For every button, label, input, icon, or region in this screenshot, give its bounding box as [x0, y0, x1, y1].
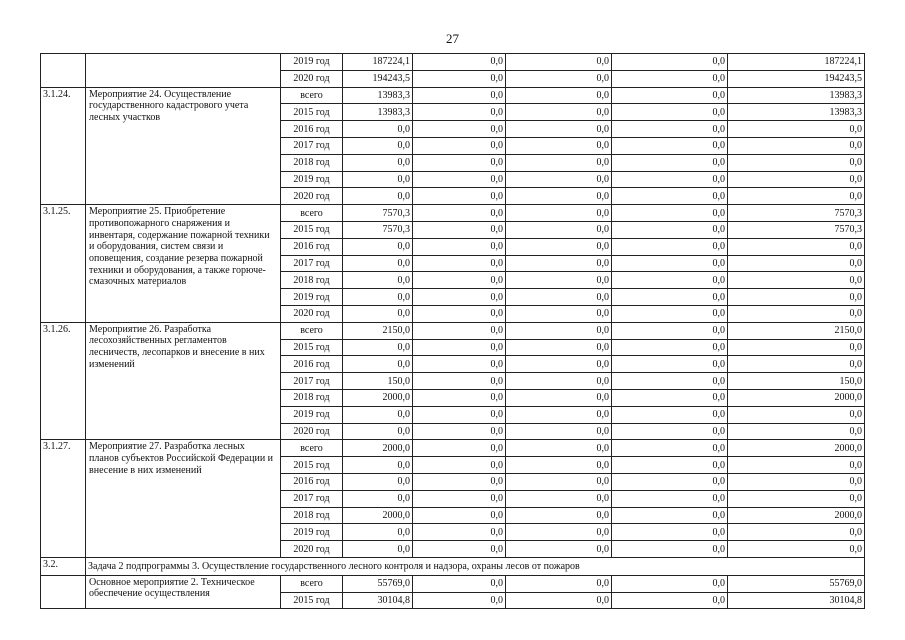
value-cell: 0,0: [506, 373, 612, 390]
sum-cell: 13983,3: [728, 104, 865, 121]
year-cell: 2016 год: [281, 121, 343, 138]
activity-name: Мероприятие 26. Разработка лесохозяйственных регламентов лесничеств, лесопарков и внесение в них изменений: [86, 322, 281, 440]
activity-name: Мероприятие 27. Разработка лесных планов субъектов Российской Федерации и внесение в них изменений: [86, 440, 281, 558]
value-cell: 0,0: [506, 356, 612, 373]
year-cell: 2020 год: [281, 541, 343, 558]
value-cell: 0,0: [612, 541, 728, 558]
value-cell: 0,0: [506, 238, 612, 255]
sum-cell: 2150,0: [728, 322, 865, 339]
value-cell: 0,0: [506, 104, 612, 121]
sum-cell: 187224,1: [728, 54, 865, 71]
value-cell: 0,0: [612, 322, 728, 339]
value-cell: 0,0: [506, 188, 612, 205]
year-cell: 2016 год: [281, 473, 343, 490]
year-cell: 2019 год: [281, 289, 343, 306]
value-cell: 0,0: [413, 389, 506, 406]
total-cell: 0,0: [343, 255, 413, 272]
value-cell: 0,0: [413, 121, 506, 138]
value-cell: 0,0: [612, 575, 728, 592]
value-cell: 0,0: [413, 541, 506, 558]
year-cell: 2019 год: [281, 406, 343, 423]
value-cell: 0,0: [413, 255, 506, 272]
sum-cell: 2000,0: [728, 389, 865, 406]
sum-cell: 0,0: [728, 473, 865, 490]
value-cell: 0,0: [506, 255, 612, 272]
sum-cell: 0,0: [728, 171, 865, 188]
budget-table: [40, 53, 865, 609]
total-cell: 0,0: [343, 272, 413, 289]
total-cell: 2000,0: [343, 507, 413, 524]
table-row: [41, 440, 865, 457]
value-cell: 0,0: [506, 423, 612, 440]
total-cell: 150,0: [343, 373, 413, 390]
sum-cell: 0,0: [728, 490, 865, 507]
value-cell: 0,0: [506, 70, 612, 87]
year-cell: 2016 год: [281, 238, 343, 255]
value-cell: 0,0: [612, 205, 728, 222]
total-cell: 0,0: [343, 121, 413, 138]
total-cell: 194243,5: [343, 70, 413, 87]
sum-cell: 0,0: [728, 154, 865, 171]
sum-cell: 0,0: [728, 305, 865, 322]
activity-code: [41, 575, 86, 609]
value-cell: 0,0: [506, 205, 612, 222]
value-cell: 0,0: [506, 305, 612, 322]
value-cell: 0,0: [413, 356, 506, 373]
value-cell: 0,0: [413, 339, 506, 356]
value-cell: 0,0: [506, 575, 612, 592]
activity-name: [86, 54, 281, 88]
value-cell: 0,0: [506, 457, 612, 474]
value-cell: 0,0: [506, 289, 612, 306]
sum-cell: 7570,3: [728, 221, 865, 238]
total-cell: 187224,1: [343, 54, 413, 71]
table-row: [41, 575, 865, 592]
value-cell: 0,0: [506, 507, 612, 524]
value-cell: 0,0: [413, 592, 506, 609]
value-cell: 0,0: [612, 238, 728, 255]
value-cell: 0,0: [612, 507, 728, 524]
total-cell: 7570,3: [343, 221, 413, 238]
activity-code: 3.1.26.: [41, 322, 86, 440]
value-cell: 0,0: [413, 423, 506, 440]
value-cell: 0,0: [612, 255, 728, 272]
year-cell: 2018 год: [281, 389, 343, 406]
sum-cell: 0,0: [728, 121, 865, 138]
sum-cell: 0,0: [728, 541, 865, 558]
value-cell: 0,0: [413, 440, 506, 457]
sum-cell: 7570,3: [728, 205, 865, 222]
activity-name: Мероприятие 24. Осуществление государственного кадастрового учета лесных участков: [86, 87, 281, 205]
value-cell: 0,0: [413, 272, 506, 289]
page-number: 27: [446, 31, 459, 46]
task-code: 3.2.: [41, 557, 86, 575]
value-cell: 0,0: [612, 272, 728, 289]
value-cell: 0,0: [506, 592, 612, 609]
total-cell: 0,0: [343, 423, 413, 440]
value-cell: 0,0: [506, 54, 612, 71]
value-cell: 0,0: [413, 322, 506, 339]
value-cell: 0,0: [506, 389, 612, 406]
sum-cell: 150,0: [728, 373, 865, 390]
total-cell: 2150,0: [343, 322, 413, 339]
value-cell: 0,0: [413, 238, 506, 255]
value-cell: 0,0: [413, 70, 506, 87]
value-cell: 0,0: [413, 473, 506, 490]
value-cell: 0,0: [612, 423, 728, 440]
total-cell: 0,0: [343, 238, 413, 255]
value-cell: 0,0: [612, 104, 728, 121]
year-cell: 2015 год: [281, 457, 343, 474]
total-cell: 0,0: [343, 490, 413, 507]
value-cell: 0,0: [413, 54, 506, 71]
total-cell: 0,0: [343, 524, 413, 541]
sum-cell: 55769,0: [728, 575, 865, 592]
sum-cell: 0,0: [728, 423, 865, 440]
value-cell: 0,0: [506, 171, 612, 188]
value-cell: 0,0: [612, 592, 728, 609]
value-cell: 0,0: [413, 457, 506, 474]
value-cell: 0,0: [612, 373, 728, 390]
value-cell: 0,0: [413, 305, 506, 322]
value-cell: 0,0: [612, 70, 728, 87]
activity-name: Мероприятие 25. Приобретение противопожарного снаряжения и инвентаря, содержание пожарной техники и оборудования, систем связи и оповещения, создание резерва пожарной техники и оборудования, а также горюче-смазочных материалов: [86, 205, 281, 323]
sum-cell: 30104,8: [728, 592, 865, 609]
activity-code: 3.1.24.: [41, 87, 86, 205]
sum-cell: 2000,0: [728, 440, 865, 457]
activity-name: Основное мероприятие 2. Техническое обеспечение осуществления: [86, 575, 281, 609]
value-cell: 0,0: [506, 524, 612, 541]
value-cell: 0,0: [612, 137, 728, 154]
year-cell: 2017 год: [281, 373, 343, 390]
value-cell: 0,0: [413, 373, 506, 390]
value-cell: 0,0: [413, 137, 506, 154]
year-cell: 2015 год: [281, 339, 343, 356]
sum-cell: 0,0: [728, 289, 865, 306]
sum-cell: 0,0: [728, 524, 865, 541]
year-cell: 2020 год: [281, 423, 343, 440]
value-cell: 0,0: [506, 473, 612, 490]
sum-cell: 0,0: [728, 188, 865, 205]
value-cell: 0,0: [612, 339, 728, 356]
year-cell: 2018 год: [281, 154, 343, 171]
table-row: [41, 205, 865, 222]
total-cell: 0,0: [343, 188, 413, 205]
year-cell: всего: [281, 87, 343, 104]
value-cell: 0,0: [612, 490, 728, 507]
value-cell: 0,0: [413, 171, 506, 188]
value-cell: 0,0: [413, 524, 506, 541]
year-cell: всего: [281, 440, 343, 457]
total-cell: 13983,3: [343, 87, 413, 104]
value-cell: 0,0: [413, 205, 506, 222]
year-cell: 2017 год: [281, 137, 343, 154]
task-row: [41, 557, 865, 575]
total-cell: 0,0: [343, 137, 413, 154]
value-cell: 0,0: [612, 305, 728, 322]
table-row: [41, 322, 865, 339]
total-cell: 0,0: [343, 154, 413, 171]
year-cell: 2015 год: [281, 592, 343, 609]
value-cell: 0,0: [612, 87, 728, 104]
year-cell: 2016 год: [281, 356, 343, 373]
table-row: [41, 87, 865, 104]
value-cell: 0,0: [506, 121, 612, 138]
value-cell: 0,0: [612, 389, 728, 406]
total-cell: 0,0: [343, 457, 413, 474]
value-cell: 0,0: [413, 507, 506, 524]
value-cell: 0,0: [413, 289, 506, 306]
year-cell: 2017 год: [281, 490, 343, 507]
total-cell: 7570,3: [343, 205, 413, 222]
sum-cell: 0,0: [728, 272, 865, 289]
value-cell: 0,0: [612, 221, 728, 238]
year-cell: 2019 год: [281, 171, 343, 188]
value-cell: 0,0: [506, 87, 612, 104]
value-cell: 0,0: [506, 137, 612, 154]
sum-cell: 2000,0: [728, 507, 865, 524]
year-cell: 2015 год: [281, 221, 343, 238]
year-cell: всего: [281, 575, 343, 592]
activity-code: 3.1.27.: [41, 440, 86, 558]
value-cell: 0,0: [506, 154, 612, 171]
value-cell: 0,0: [413, 87, 506, 104]
value-cell: 0,0: [612, 54, 728, 71]
year-cell: 2020 год: [281, 70, 343, 87]
value-cell: 0,0: [612, 473, 728, 490]
year-cell: 2018 год: [281, 272, 343, 289]
sum-cell: 194243,5: [728, 70, 865, 87]
value-cell: 0,0: [612, 457, 728, 474]
total-cell: 2000,0: [343, 389, 413, 406]
total-cell: 55769,0: [343, 575, 413, 592]
value-cell: 0,0: [612, 188, 728, 205]
value-cell: 0,0: [413, 406, 506, 423]
total-cell: 13983,3: [343, 104, 413, 121]
value-cell: 0,0: [612, 154, 728, 171]
sum-cell: 0,0: [728, 457, 865, 474]
year-cell: всего: [281, 205, 343, 222]
value-cell: 0,0: [612, 289, 728, 306]
value-cell: 0,0: [413, 575, 506, 592]
total-cell: 0,0: [343, 473, 413, 490]
sum-cell: 13983,3: [728, 87, 865, 104]
value-cell: 0,0: [612, 524, 728, 541]
task-text: Задача 2 подпрограммы 3. Осуществление государственного лесного контроля и надзора, охраны лесов от пожаров: [86, 557, 865, 575]
value-cell: 0,0: [506, 322, 612, 339]
value-cell: 0,0: [413, 154, 506, 171]
total-cell: 0,0: [343, 305, 413, 322]
year-cell: 2015 год: [281, 104, 343, 121]
value-cell: 0,0: [506, 541, 612, 558]
value-cell: 0,0: [506, 272, 612, 289]
sum-cell: 0,0: [728, 339, 865, 356]
value-cell: 0,0: [506, 490, 612, 507]
total-cell: 0,0: [343, 356, 413, 373]
activity-code: [41, 54, 86, 88]
year-cell: всего: [281, 322, 343, 339]
value-cell: 0,0: [506, 406, 612, 423]
value-cell: 0,0: [413, 490, 506, 507]
value-cell: 0,0: [413, 188, 506, 205]
value-cell: 0,0: [506, 440, 612, 457]
total-cell: 0,0: [343, 541, 413, 558]
total-cell: 0,0: [343, 289, 413, 306]
value-cell: 0,0: [612, 121, 728, 138]
value-cell: 0,0: [612, 171, 728, 188]
sum-cell: 0,0: [728, 238, 865, 255]
value-cell: 0,0: [506, 221, 612, 238]
year-cell: 2020 год: [281, 305, 343, 322]
sum-cell: 0,0: [728, 356, 865, 373]
total-cell: 0,0: [343, 339, 413, 356]
value-cell: 0,0: [413, 104, 506, 121]
sum-cell: 0,0: [728, 255, 865, 272]
value-cell: 0,0: [612, 440, 728, 457]
table-row: [41, 54, 865, 71]
activity-code: 3.1.25.: [41, 205, 86, 323]
value-cell: 0,0: [612, 406, 728, 423]
total-cell: 30104,8: [343, 592, 413, 609]
value-cell: 0,0: [612, 356, 728, 373]
sum-cell: 0,0: [728, 406, 865, 423]
year-cell: 2020 год: [281, 188, 343, 205]
total-cell: 0,0: [343, 406, 413, 423]
value-cell: 0,0: [506, 339, 612, 356]
year-cell: 2018 год: [281, 507, 343, 524]
total-cell: 2000,0: [343, 440, 413, 457]
year-cell: 2019 год: [281, 524, 343, 541]
value-cell: 0,0: [413, 221, 506, 238]
year-cell: 2019 год: [281, 54, 343, 71]
total-cell: 0,0: [343, 171, 413, 188]
sum-cell: 0,0: [728, 137, 865, 154]
year-cell: 2017 год: [281, 255, 343, 272]
